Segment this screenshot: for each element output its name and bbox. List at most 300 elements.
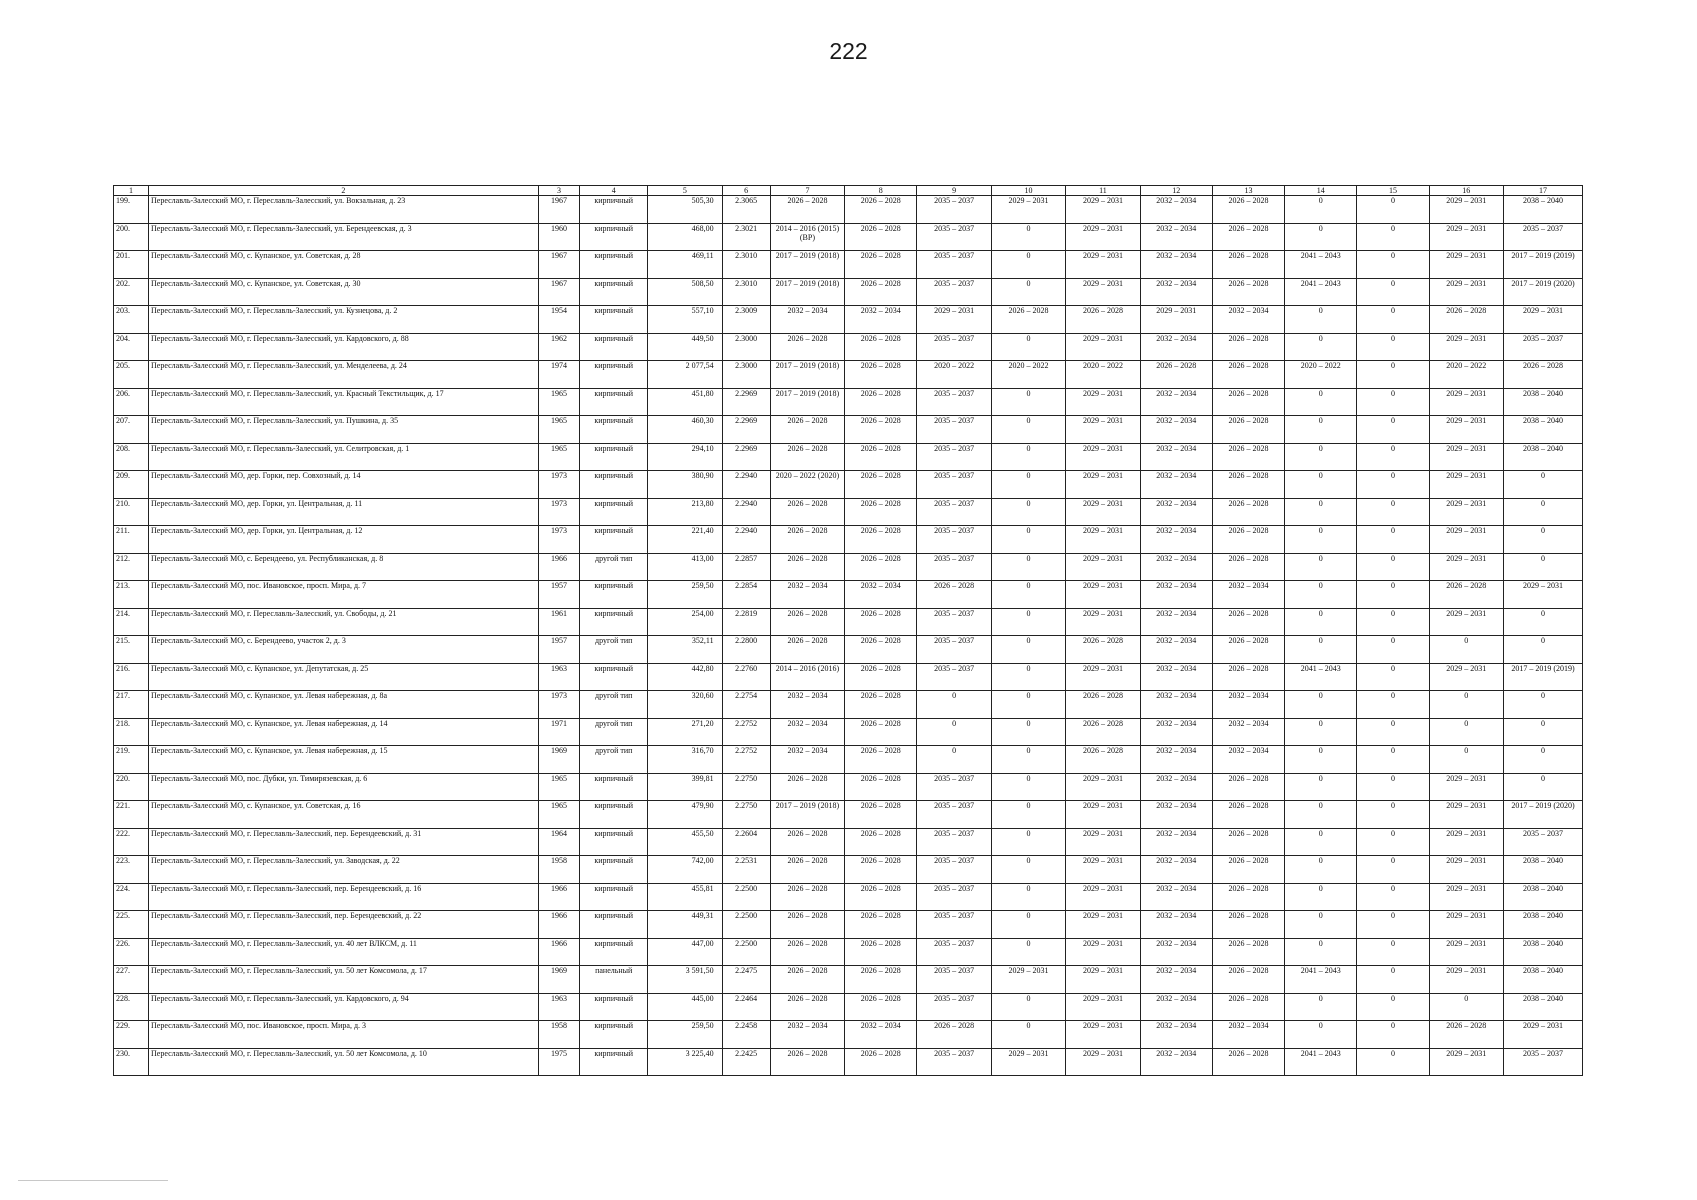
table-cell: 2032 – 2034 [845, 306, 917, 334]
housing-repair-schedule-table [113, 185, 1583, 1076]
table-cell: 2029 – 2031 [1066, 663, 1140, 691]
table-cell: 2026 – 2028 [845, 746, 917, 774]
table-cell: 2032 – 2034 [1140, 581, 1212, 609]
table-cell: 316,70 [648, 746, 722, 774]
table-cell: 1961 [538, 608, 580, 636]
table-cell: 0 [1357, 251, 1429, 279]
table-cell: 2017 – 2019 (2018) [770, 278, 844, 306]
table-cell: 1973 [538, 691, 580, 719]
table-cell: 0 [1357, 1048, 1429, 1076]
row-number-cell: 223. [114, 856, 149, 884]
table-cell: 1958 [538, 856, 580, 884]
table-cell: 0 [1285, 388, 1357, 416]
table-cell: 2.2760 [722, 663, 770, 691]
table-cell: 2029 – 2031 [1504, 581, 1583, 609]
table-cell: 2029 – 2031 [1066, 471, 1140, 499]
table-cell: 0 [1504, 498, 1583, 526]
table-cell: 469,11 [648, 251, 722, 279]
table-cell: 2041 – 2043 [1285, 663, 1357, 691]
table-cell: 2035 – 2037 [917, 883, 991, 911]
table-cell: 2.2754 [722, 691, 770, 719]
table-cell: 2.2750 [722, 773, 770, 801]
table-cell: 2029 – 2031 [1429, 251, 1503, 279]
table-cell: 2017 – 2019 (2018) [770, 361, 844, 389]
row-number-cell: 209. [114, 471, 149, 499]
table-cell: 2017 – 2019 (2018) [770, 251, 844, 279]
table-row [114, 636, 1583, 664]
table-cell: 447,00 [648, 938, 722, 966]
row-number-cell: 219. [114, 746, 149, 774]
table-cell: 2029 – 2031 [1066, 801, 1140, 829]
table-cell: 2026 – 2028 [845, 911, 917, 939]
table-row [114, 1021, 1583, 1049]
table-cell: 2032 – 2034 [1140, 608, 1212, 636]
table-cell: 0 [1285, 443, 1357, 471]
table-cell: 2029 – 2031 [1429, 553, 1503, 581]
table-cell: кирпичный [580, 416, 648, 444]
table-cell: 2026 – 2028 [1212, 278, 1284, 306]
table-cell: 455,81 [648, 883, 722, 911]
table-cell: 2029 – 2031 [1429, 223, 1503, 251]
table-cell: 2.2425 [722, 1048, 770, 1076]
table-row [114, 416, 1583, 444]
table-cell: 2029 – 2031 [1429, 608, 1503, 636]
row-number-cell: 215. [114, 636, 149, 664]
table-cell: 2026 – 2028 [845, 993, 917, 1021]
table-cell: 2029 – 2031 [1429, 388, 1503, 416]
table-cell: другой тип [580, 691, 648, 719]
table-cell: 2035 – 2037 [917, 223, 991, 251]
table-cell: 2038 – 2040 [1504, 938, 1583, 966]
table-cell: 2029 – 2031 [1429, 856, 1503, 884]
table-cell: 2026 – 2028 [1212, 526, 1284, 554]
table-cell: 2014 – 2016 (2016) [770, 663, 844, 691]
table-cell: 2026 – 2028 [1212, 856, 1284, 884]
table-cell: 2026 – 2028 [845, 251, 917, 279]
table-cell: 2029 – 2031 [1429, 801, 1503, 829]
table-cell: 2029 – 2031 [1429, 938, 1503, 966]
table-cell: 221,40 [648, 526, 722, 554]
table-cell: 2035 – 2037 [917, 416, 991, 444]
table-cell: 2026 – 2028 [1212, 993, 1284, 1021]
table-cell: 254,00 [648, 608, 722, 636]
column-header-14: 14 [1285, 186, 1357, 196]
table-cell: 0 [991, 801, 1065, 829]
address-cell: Переславль-Залесский МО, с. Купанское, ул. Левая набережная, д. 8а [149, 691, 539, 719]
table-cell: 0 [1429, 636, 1503, 664]
table-cell: 2020 – 2022 [991, 361, 1065, 389]
table-cell: 2026 – 2028 [845, 443, 917, 471]
table-cell: 2029 – 2031 [1066, 498, 1140, 526]
table-cell: 2026 – 2028 [845, 526, 917, 554]
table-cell: 2026 – 2028 [845, 938, 917, 966]
table-cell: 0 [991, 251, 1065, 279]
row-number-cell: 222. [114, 828, 149, 856]
table-cell: 2026 – 2028 [770, 966, 844, 994]
table-cell: 2029 – 2031 [1429, 471, 1503, 499]
address-cell: Переславль-Залесский МО, г. Переславль-Залесский, ул. Красный Текстильщик, д. 17 [149, 388, 539, 416]
table-cell: 0 [1429, 746, 1503, 774]
table-cell: 2026 – 2028 [845, 856, 917, 884]
table-cell: 2026 – 2028 [1066, 306, 1140, 334]
table-cell: кирпичный [580, 333, 648, 361]
address-cell: Переславль-Залесский МО, с. Купанское, ул. Депутатская, д. 25 [149, 663, 539, 691]
column-header-5: 5 [648, 186, 722, 196]
table-cell: 451,80 [648, 388, 722, 416]
table-cell: 2029 – 2031 [991, 966, 1065, 994]
table-cell: 0 [1285, 306, 1357, 334]
address-cell: Переславль-Залесский МО, пос. Ивановское, просп. Мира, д. 7 [149, 581, 539, 609]
table-cell: 2032 – 2034 [1140, 663, 1212, 691]
table-cell: 0 [1285, 718, 1357, 746]
table-cell: 2026 – 2028 [770, 498, 844, 526]
table-cell: 557,10 [648, 306, 722, 334]
table-cell: 2032 – 2034 [1140, 526, 1212, 554]
row-number-cell: 230. [114, 1048, 149, 1076]
table-cell: 1969 [538, 966, 580, 994]
table-cell: 0 [917, 691, 991, 719]
table-cell: 2.2500 [722, 883, 770, 911]
table-cell: 0 [1357, 856, 1429, 884]
table-row [114, 608, 1583, 636]
address-cell: Переславль-Залесский МО, с. Купанское, ул. Советская, д. 30 [149, 278, 539, 306]
table-cell: 2029 – 2031 [1066, 773, 1140, 801]
table-cell: 2035 – 2037 [917, 801, 991, 829]
table-cell: 0 [1285, 581, 1357, 609]
table-cell: 0 [991, 388, 1065, 416]
table-cell: 2026 – 2028 [1212, 333, 1284, 361]
table-cell: 0 [1504, 553, 1583, 581]
table-cell: 1975 [538, 1048, 580, 1076]
table-cell: 505,30 [648, 196, 722, 224]
table-cell: 2026 – 2028 [845, 553, 917, 581]
table-cell: 2038 – 2040 [1504, 966, 1583, 994]
table-cell: 0 [1357, 498, 1429, 526]
table-cell: 2029 – 2031 [1066, 938, 1140, 966]
column-header-10: 10 [991, 186, 1065, 196]
table-cell: 1965 [538, 388, 580, 416]
table-cell: 2026 – 2028 [845, 471, 917, 499]
table-cell: 2032 – 2034 [1140, 278, 1212, 306]
table-cell: 0 [1357, 306, 1429, 334]
row-number-cell: 211. [114, 526, 149, 554]
column-header-12: 12 [1140, 186, 1212, 196]
table-row [114, 938, 1583, 966]
table-cell: 479,90 [648, 801, 722, 829]
table-cell: 2032 – 2034 [1140, 718, 1212, 746]
table-cell: 2032 – 2034 [1140, 498, 1212, 526]
table-cell: 442,80 [648, 663, 722, 691]
table-cell: кирпичный [580, 801, 648, 829]
table-cell: 0 [1357, 526, 1429, 554]
table-cell: 2035 – 2037 [917, 856, 991, 884]
table-cell: кирпичный [580, 388, 648, 416]
table-cell: 0 [1285, 498, 1357, 526]
table-cell: 0 [1285, 526, 1357, 554]
table-cell: 2026 – 2028 [845, 691, 917, 719]
address-cell: Переславль-Залесский МО, с. Купанское, ул. Советская, д. 28 [149, 251, 539, 279]
row-number-cell: 212. [114, 553, 149, 581]
row-number-cell: 204. [114, 333, 149, 361]
table-cell: 2038 – 2040 [1504, 883, 1583, 911]
table-cell: 2.3009 [722, 306, 770, 334]
table-cell: 0 [991, 993, 1065, 1021]
table-cell: кирпичный [580, 911, 648, 939]
table-cell: кирпичный [580, 361, 648, 389]
table-cell: 2026 – 2028 [1212, 498, 1284, 526]
table-cell: 2032 – 2034 [1140, 416, 1212, 444]
table-cell: панельный [580, 966, 648, 994]
table-cell: 2029 – 2031 [917, 306, 991, 334]
address-cell: Переславль-Залесский МО, дер. Горки, пер. Совхозный, д. 14 [149, 471, 539, 499]
table-cell: 2029 – 2031 [1429, 416, 1503, 444]
table-cell: 2026 – 2028 [1212, 883, 1284, 911]
table-cell: кирпичный [580, 223, 648, 251]
table-cell: 2038 – 2040 [1504, 388, 1583, 416]
table-cell: 271,20 [648, 718, 722, 746]
table-cell: 0 [991, 636, 1065, 664]
table-cell: 0 [1357, 636, 1429, 664]
table-cell: 2026 – 2028 [770, 828, 844, 856]
column-header-17: 17 [1504, 186, 1583, 196]
table-cell: 2032 – 2034 [1140, 333, 1212, 361]
row-number-cell: 210. [114, 498, 149, 526]
address-cell: Переславль-Залесский МО, г. Переславль-Залесский, ул. Пушкина, д. 35 [149, 416, 539, 444]
table-cell: 2041 – 2043 [1285, 278, 1357, 306]
table-cell: 2026 – 2028 [845, 828, 917, 856]
table-cell: 0 [991, 938, 1065, 966]
table-cell: 2026 – 2028 [1212, 828, 1284, 856]
table-cell: 0 [1285, 938, 1357, 966]
table-row [114, 223, 1583, 251]
table-cell: 399,81 [648, 773, 722, 801]
table-cell: 2032 – 2034 [770, 581, 844, 609]
row-number-cell: 228. [114, 993, 149, 1021]
table-cell: 2026 – 2028 [770, 333, 844, 361]
table-cell: 2032 – 2034 [1140, 553, 1212, 581]
table-cell: 2.2500 [722, 938, 770, 966]
row-number-cell: 205. [114, 361, 149, 389]
table-cell: 2.2854 [722, 581, 770, 609]
table-cell: 2026 – 2028 [1140, 361, 1212, 389]
table-cell: 2026 – 2028 [845, 773, 917, 801]
table-row [114, 911, 1583, 939]
table-cell: 2.3010 [722, 278, 770, 306]
table-cell: 2035 – 2037 [1504, 1048, 1583, 1076]
table-cell: 0 [991, 333, 1065, 361]
table-cell: 2032 – 2034 [1140, 443, 1212, 471]
table-cell: 0 [1504, 526, 1583, 554]
table-cell: 2026 – 2028 [1212, 966, 1284, 994]
table-cell: 1963 [538, 663, 580, 691]
table-cell: 2029 – 2031 [991, 1048, 1065, 1076]
table-row [114, 883, 1583, 911]
table-cell: 2035 – 2037 [917, 471, 991, 499]
table-cell: 2029 – 2031 [1066, 883, 1140, 911]
table-cell: кирпичный [580, 498, 648, 526]
table-row [114, 801, 1583, 829]
table-cell: 2.2969 [722, 388, 770, 416]
table-cell: 2026 – 2028 [991, 306, 1065, 334]
table-cell: 449,31 [648, 911, 722, 939]
table-cell: 2029 – 2031 [1066, 278, 1140, 306]
table-cell: другой тип [580, 718, 648, 746]
table-row [114, 306, 1583, 334]
table-cell: 2026 – 2028 [1429, 306, 1503, 334]
table-cell: 0 [991, 278, 1065, 306]
table-cell: 0 [1357, 416, 1429, 444]
table-cell: 0 [1357, 828, 1429, 856]
row-number-cell: 229. [114, 1021, 149, 1049]
table-row [114, 443, 1583, 471]
scan-artifact-line [18, 1180, 168, 1181]
table-row [114, 663, 1583, 691]
table-cell: 0 [1285, 856, 1357, 884]
table-cell: кирпичный [580, 251, 648, 279]
table-cell: 1974 [538, 361, 580, 389]
table-cell: 0 [1357, 993, 1429, 1021]
table-cell: 2026 – 2028 [845, 883, 917, 911]
table-cell: 2026 – 2028 [845, 608, 917, 636]
table-cell: 2026 – 2028 [770, 911, 844, 939]
table-cell: 2041 – 2043 [1285, 251, 1357, 279]
table-cell: 1966 [538, 911, 580, 939]
housing-table-container [113, 185, 1583, 1076]
table-cell: 2029 – 2031 [1429, 883, 1503, 911]
table-cell: 0 [1285, 553, 1357, 581]
table-cell: 2014 – 2016 (2015) (ВР) [770, 223, 844, 251]
table-cell: кирпичный [580, 883, 648, 911]
table-cell: кирпичный [580, 993, 648, 1021]
table-cell: 2038 – 2040 [1504, 856, 1583, 884]
address-cell: Переславль-Залесский МО, г. Переславль-Залесский, ул. Менделеева, д. 24 [149, 361, 539, 389]
table-cell: 2.2940 [722, 498, 770, 526]
table-cell: 0 [917, 718, 991, 746]
table-cell: 2032 – 2034 [1140, 828, 1212, 856]
table-cell: 2029 – 2031 [1066, 581, 1140, 609]
address-cell: Переславль-Залесский МО, г. Переславль-Залесский, ул. Кузнецова, д. 2 [149, 306, 539, 334]
table-cell: кирпичный [580, 278, 648, 306]
table-cell: 0 [991, 718, 1065, 746]
table-cell: 2032 – 2034 [1140, 636, 1212, 664]
table-cell: 0 [1285, 196, 1357, 224]
table-cell: 1969 [538, 746, 580, 774]
table-cell: 2026 – 2028 [770, 636, 844, 664]
table-cell: 2029 – 2031 [1066, 443, 1140, 471]
table-cell: 2017 – 2019 (2018) [770, 801, 844, 829]
address-cell: Переславль-Залесский МО, г. Переславль-Залесский, ул. Свободы, д. 21 [149, 608, 539, 636]
table-cell: 0 [991, 911, 1065, 939]
table-cell: 2041 – 2043 [1285, 1048, 1357, 1076]
address-cell: Переславль-Залесский МО, г. Переславль-Залесский, пер. Берендеевский, д. 16 [149, 883, 539, 911]
table-row [114, 498, 1583, 526]
table-cell: 2026 – 2028 [845, 223, 917, 251]
table-row [114, 746, 1583, 774]
table-cell: 2026 – 2028 [845, 498, 917, 526]
table-cell: 0 [1285, 773, 1357, 801]
table-cell: 2029 – 2031 [1429, 966, 1503, 994]
table-cell: 259,50 [648, 1021, 722, 1049]
address-cell: Переславль-Залесский МО, г. Переславль-Залесский, ул. Берендеевская, д. 3 [149, 223, 539, 251]
row-number-cell: 199. [114, 196, 149, 224]
table-cell: 0 [991, 553, 1065, 581]
table-cell: 2035 – 2037 [917, 498, 991, 526]
table-row [114, 993, 1583, 1021]
table-cell: 2026 – 2028 [1212, 251, 1284, 279]
table-cell: 2026 – 2028 [770, 993, 844, 1021]
table-cell: 2029 – 2031 [991, 196, 1065, 224]
table-cell: 2032 – 2034 [1212, 718, 1284, 746]
table-cell: 0 [1285, 608, 1357, 636]
table-row [114, 856, 1583, 884]
table-cell: 0 [1285, 471, 1357, 499]
table-cell: 2035 – 2037 [917, 443, 991, 471]
table-cell: 2026 – 2028 [1212, 471, 1284, 499]
table-cell: 2035 – 2037 [917, 526, 991, 554]
table-cell: 0 [1357, 938, 1429, 966]
table-cell: 2026 – 2028 [1066, 718, 1140, 746]
table-cell: 2038 – 2040 [1504, 196, 1583, 224]
row-number-cell: 203. [114, 306, 149, 334]
table-cell: 2026 – 2028 [1212, 223, 1284, 251]
table-cell: 2026 – 2028 [1212, 443, 1284, 471]
table-cell: 0 [1285, 223, 1357, 251]
table-cell: 1966 [538, 553, 580, 581]
table-cell: 0 [1285, 993, 1357, 1021]
table-cell: 2032 – 2034 [770, 306, 844, 334]
table-cell: кирпичный [580, 581, 648, 609]
table-cell: кирпичный [580, 526, 648, 554]
table-cell: 2032 – 2034 [1140, 196, 1212, 224]
table-cell: 1965 [538, 801, 580, 829]
table-cell: 0 [1357, 911, 1429, 939]
table-cell: 2035 – 2037 [917, 333, 991, 361]
table-cell: 2038 – 2040 [1504, 416, 1583, 444]
table-cell: 2.3021 [722, 223, 770, 251]
table-cell: 2026 – 2028 [1212, 361, 1284, 389]
table-cell: 2026 – 2028 [770, 773, 844, 801]
table-cell: 2026 – 2028 [845, 966, 917, 994]
table-cell: 2032 – 2034 [1140, 883, 1212, 911]
table-cell: 2.2475 [722, 966, 770, 994]
table-cell: 2032 – 2034 [1212, 581, 1284, 609]
table-cell: 2032 – 2034 [1212, 746, 1284, 774]
table-cell: 2032 – 2034 [770, 746, 844, 774]
table-cell: 0 [1504, 608, 1583, 636]
table-cell: 2029 – 2031 [1504, 1021, 1583, 1049]
table-cell: 2029 – 2031 [1429, 773, 1503, 801]
table-cell: 2026 – 2028 [1212, 773, 1284, 801]
table-cell: 2029 – 2031 [1504, 306, 1583, 334]
column-header-4: 4 [580, 186, 648, 196]
table-cell: 2029 – 2031 [1066, 388, 1140, 416]
table-cell: 2.2604 [722, 828, 770, 856]
table-cell: 1958 [538, 1021, 580, 1049]
table-cell: 1965 [538, 773, 580, 801]
table-cell: 2032 – 2034 [1140, 938, 1212, 966]
table-cell: 2026 – 2028 [1212, 608, 1284, 636]
address-cell: Переславль-Залесский МО, г. Переславль-Залесский, пер. Берендеевский, д. 31 [149, 828, 539, 856]
table-cell: 0 [1357, 333, 1429, 361]
table-cell: 0 [1357, 966, 1429, 994]
table-cell: 0 [1357, 883, 1429, 911]
table-cell: 2032 – 2034 [770, 718, 844, 746]
page-number: 222 [829, 38, 868, 64]
table-cell: 0 [991, 691, 1065, 719]
table-cell: 2029 – 2031 [1429, 443, 1503, 471]
table-cell: 0 [1504, 718, 1583, 746]
table-cell: 2032 – 2034 [770, 691, 844, 719]
